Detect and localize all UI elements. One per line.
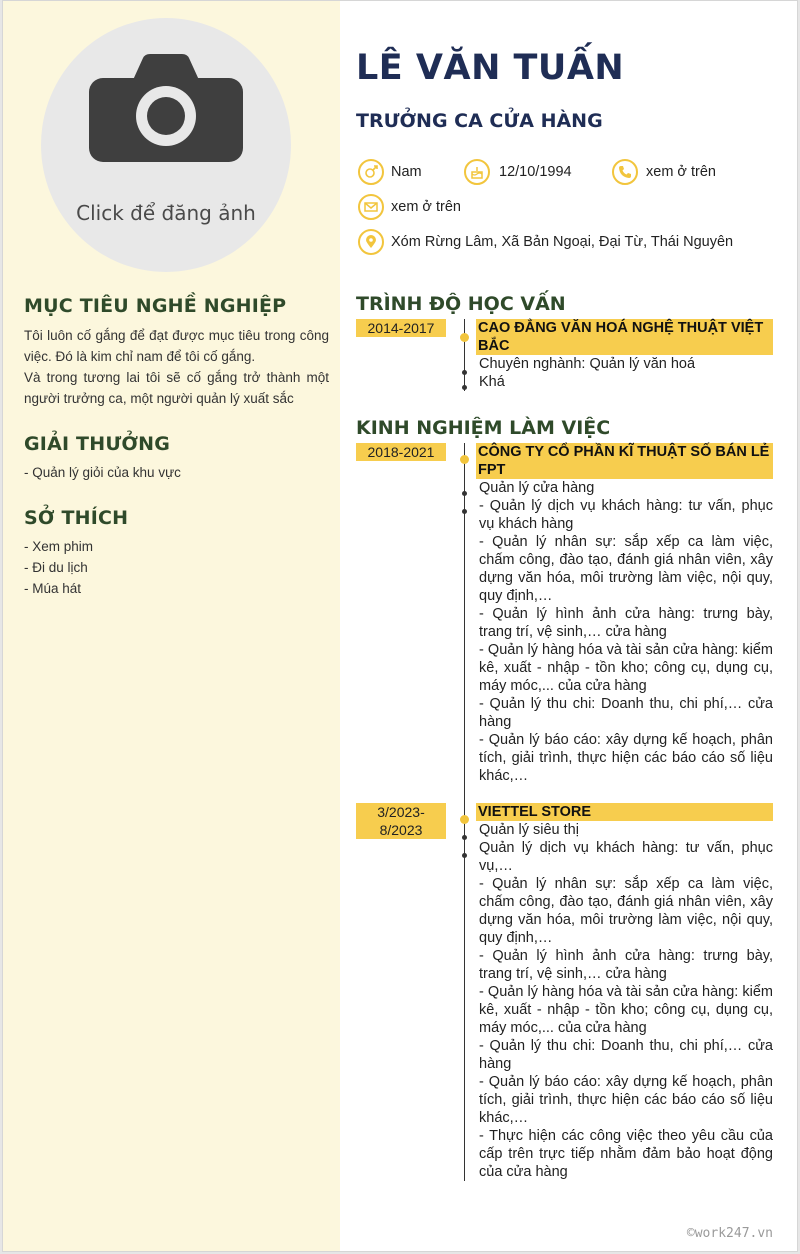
award-item: - Quản lý giỏi của khu vực — [24, 465, 181, 480]
awards-list — [24, 462, 181, 483]
timeline-bullet — [462, 370, 467, 375]
awards-heading: GIẢI THƯỞNG — [24, 433, 171, 455]
education-major: Chuyên nghành: Quản lý văn hoá — [479, 356, 696, 372]
experience-heading: KINH NGHIỆM LÀM VIỆC — [356, 417, 611, 439]
gender-icon — [358, 159, 384, 185]
job-duty: - Quản lý báo cáo: xây dựng kế hoạch, phân tích, giải trình, thực hiện các báo cáo số liệu khác,… — [479, 732, 773, 784]
experience-timeline-line — [464, 443, 465, 1181]
job-duty: - Quản lý thu chi: Doanh thu, chi phí,… cửa hàng — [479, 696, 773, 730]
job-company: VIETTEL STORE — [476, 803, 773, 821]
education-heading: TRÌNH ĐỘ HỌC VẤN — [356, 293, 566, 315]
birthday-info — [464, 159, 572, 185]
hobbies-heading: SỞ THÍCH — [24, 507, 129, 529]
birthday-value: 12/10/1994 — [499, 164, 572, 180]
job-duty: - Quản lý nhân sự: sắp xếp ca làm việc, chấm công, đào tạo, đánh giá nhân viên, xây dựng văn hóa, môi trường làm việc, nội quy, quy định,… — [479, 534, 773, 604]
hobby-item: - Đi du lịch — [24, 560, 88, 575]
job-duty: - Quản lý báo cáo: xây dựng kế hoạch, phân tích, giải trình, thực hiện các báo cáo số liệu khác,… — [479, 1074, 773, 1126]
job-duty: - Thực hiện các công việc theo yêu cầu của cấp trên trực tiếp nhằm đảm bảo hoạt động của cửa hàng — [479, 1128, 773, 1180]
camera-icon — [89, 54, 243, 162]
timeline-dot — [460, 815, 469, 824]
watermark: ©work247.vn — [686, 1226, 773, 1241]
job-date: 2018-2021 — [356, 443, 446, 461]
objective-heading: MỤC TIÊU NGHỀ NGHIỆP — [24, 295, 287, 317]
objective-line: Tôi luôn cố gắng để đạt được mục tiêu trong công việc. Đó là kim chỉ nam để tôi cố gắng. — [24, 328, 329, 364]
email-info — [358, 194, 461, 220]
candidate-name: LÊ VĂN TUẤN — [356, 48, 625, 88]
phone-icon — [612, 159, 638, 185]
education-timeline-line — [464, 319, 465, 391]
objective-text — [24, 325, 329, 409]
address-value: Xóm Rừng Lâm, Xã Bản Ngoại, Đại Từ, Thái Nguyên — [391, 234, 734, 250]
job-company: CÔNG TY CỔ PHẦN KĨ THUẬT SỐ BÁN LẺ FPT — [476, 443, 773, 479]
timeline-dot — [460, 455, 469, 464]
phone-info — [612, 159, 716, 185]
job-duty: - Quản lý hình ảnh cửa hàng: trưng bày, trang trí, vệ sinh,… cửa hàng — [479, 948, 773, 982]
job-duty: - Quản lý dịch vụ khách hàng: tư vấn, phục vụ khách hàng — [479, 498, 773, 532]
job-duty: - Quản lý hình ảnh cửa hàng: trưng bày, trang trí, vệ sinh,… cửa hàng — [479, 606, 773, 640]
timeline-dot — [460, 333, 469, 342]
objective-line: Và trong tương lai tôi sẽ cố gắng trở thành một người trưởng ca, một người quản lý xuất sắc — [24, 370, 329, 406]
timeline-bullet — [462, 491, 467, 496]
job-duty: - Quản lý nhân sự: sắp xếp ca làm việc, chấm công, đào tạo, đánh giá nhân viên, xây dựng văn hóa, môi trường làm việc, nội quy, quy định,… — [479, 876, 773, 946]
education-school: CAO ĐẲNG VĂN HOÁ NGHỆ THUẬT VIỆT BẮC — [476, 319, 773, 355]
job-duty: - Quản lý thu chi: Doanh thu, chi phí,… cửa hàng — [479, 1038, 773, 1072]
phone-value: xem ở trên — [646, 164, 716, 180]
timeline-bullet — [462, 853, 467, 858]
gender-value: Nam — [391, 164, 422, 180]
hobbies-list — [24, 536, 93, 599]
job-duty: - Quản lý hàng hóa và tài sản cửa hàng: kiểm kê, xuất - nhập - tồn kho; công cụ, dụng cụ, máy móc,... của cửa hàng — [479, 984, 773, 1036]
job-position: Quản lý cửa hàng — [479, 480, 595, 496]
education-date: 2014-2017 — [356, 319, 446, 337]
envelope-icon — [358, 194, 384, 220]
sidebar — [3, 1, 340, 1252]
gender-info — [358, 159, 422, 185]
job-duty: - Quản lý hàng hóa và tài sản cửa hàng: kiểm kê, xuất - nhập - tồn kho; công cụ, dụng cụ, máy móc,... của cửa hàng — [479, 642, 773, 694]
timeline-bullet — [462, 835, 467, 840]
map-pin-icon — [358, 229, 384, 255]
job-details — [479, 479, 773, 785]
email-value: xem ở trên — [391, 199, 461, 215]
cv-page — [2, 0, 798, 1252]
hobby-item: - Múa hát — [24, 581, 82, 596]
education-grade: Khá — [479, 374, 505, 390]
timeline-bullet — [462, 385, 467, 390]
candidate-role: TRƯỞNG CA CỬA HÀNG — [356, 110, 603, 132]
avatar-upload[interactable] — [41, 18, 291, 272]
hobby-item: - Xem phim — [24, 539, 94, 554]
job-duty: Quản lý dịch vụ khách hàng: tư vấn, phục vụ,… — [479, 840, 773, 874]
avatar-upload-label: Click để đăng ảnh — [76, 201, 256, 225]
cake-icon — [464, 159, 490, 185]
education-details — [479, 355, 773, 391]
job-details — [479, 821, 773, 1181]
address-info — [358, 229, 733, 255]
job-date: 3/2023- 8/2023 — [356, 803, 446, 839]
timeline-bullet — [462, 509, 467, 514]
job-position: Quản lý siêu thị — [479, 822, 579, 838]
